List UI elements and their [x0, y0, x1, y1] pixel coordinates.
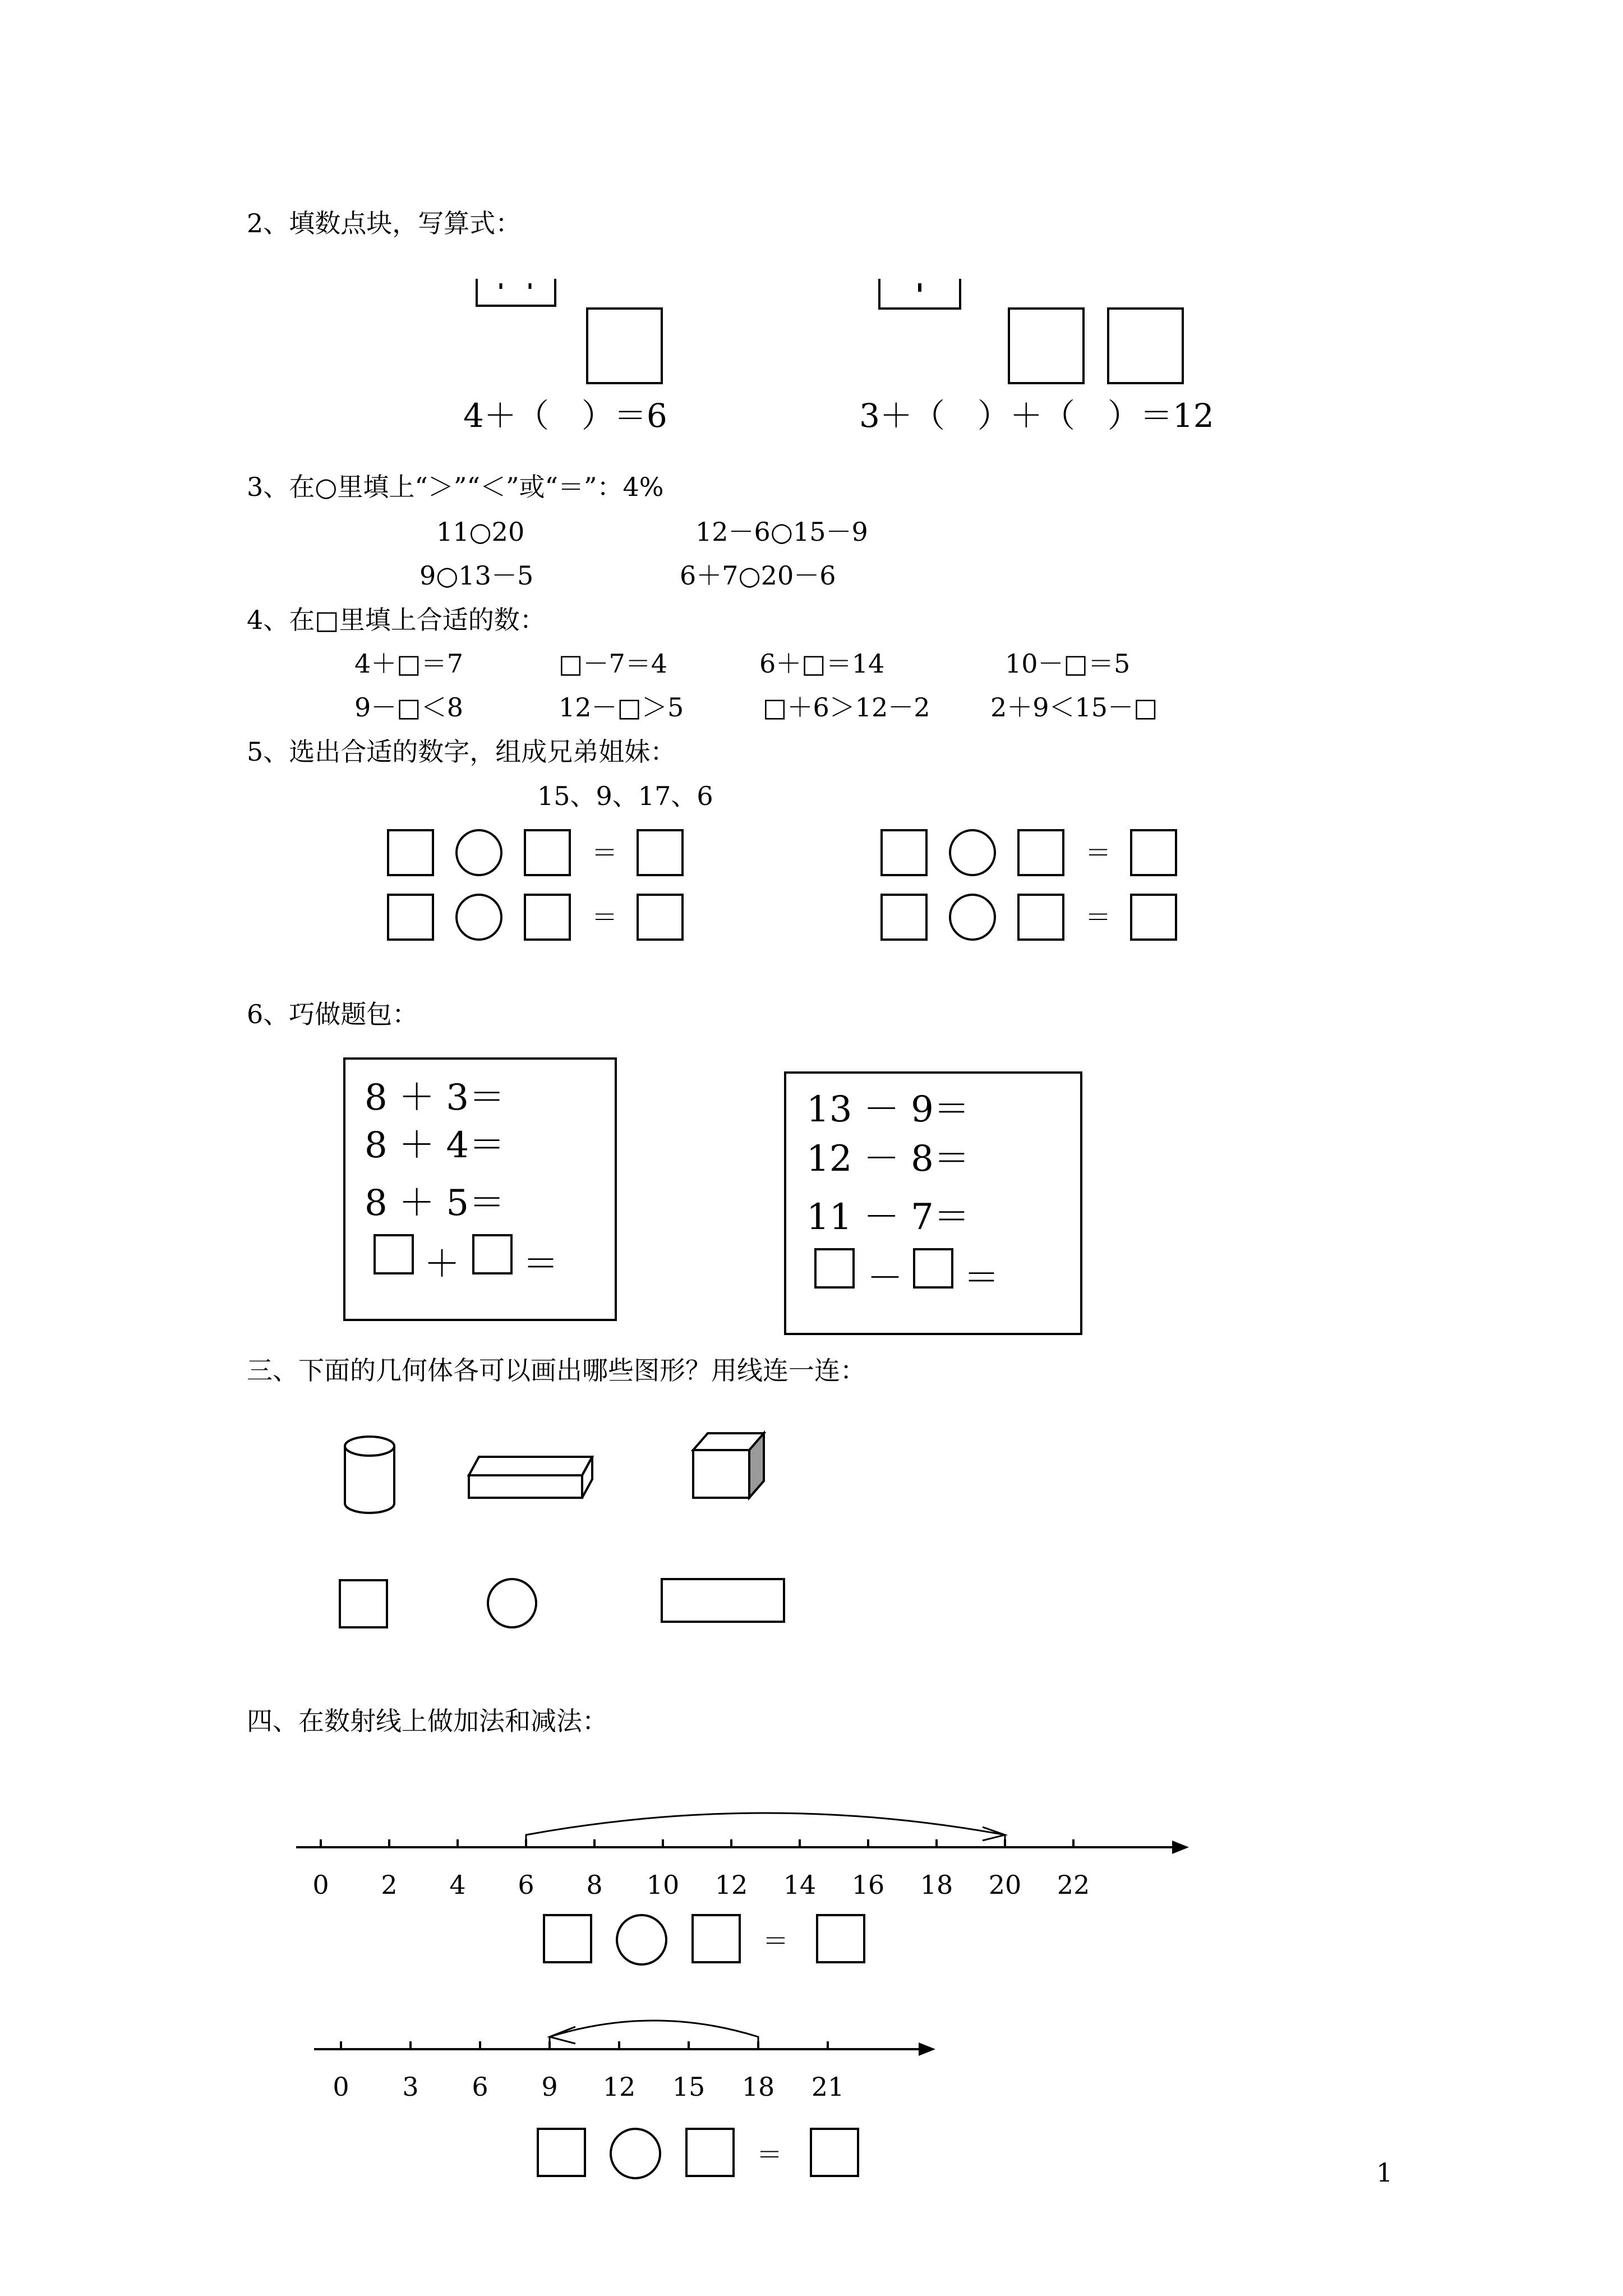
q5-heading: 5、选出合适的数字，组成兄弟姐妹：	[247, 737, 676, 767]
q6-right-minus: －	[867, 1258, 903, 1299]
q6-left-plus: ＋	[424, 1244, 460, 1285]
s3-heading: 三、下面的几何体各可以画出哪些图形？用线连一连：	[247, 1355, 866, 1386]
q6-left-line-2: 8 ＋ 4＝	[365, 1125, 505, 1166]
tick-label: 6	[518, 1870, 534, 1900]
s4-box[interactable]	[537, 2128, 586, 2177]
tick-label: 10	[646, 1870, 680, 1900]
tick-label: 16	[851, 1870, 885, 1900]
q6-left-line-1: 8 ＋ 3＝	[365, 1077, 505, 1119]
tick-label: 20	[988, 1870, 1022, 1900]
tick-label: 14	[783, 1870, 817, 1900]
q6-right-line-1: 13 － 9＝	[806, 1089, 970, 1130]
s4-equals: ＝	[763, 1926, 789, 1956]
q4-item-5: 9－□＜8	[354, 692, 463, 723]
tick-label: 18	[920, 1870, 953, 1900]
q4-item-2: □－7＝4	[559, 648, 667, 679]
tick-label: 8	[586, 1870, 603, 1900]
tick-label: 18	[741, 2072, 775, 2102]
q5-equals: ＝	[1085, 902, 1111, 932]
q6-right-line-2: 12 － 8＝	[806, 1138, 970, 1180]
tick-label: 15	[672, 2072, 706, 2102]
q5-equals: ＝	[1085, 838, 1111, 868]
jump-arrowhead	[550, 2027, 575, 2044]
jump-arc	[550, 2021, 758, 2049]
s4-operator-circle[interactable]	[610, 2128, 661, 2179]
s4-box[interactable]	[685, 2128, 735, 2177]
tick-label: 0	[333, 2072, 349, 2102]
tick-label: 6	[472, 2072, 488, 2102]
q3-item-1: 11○20	[436, 517, 525, 547]
q2-heading: 2、填数点块，写算式：	[247, 208, 522, 238]
q6-right-line-3: 11 － 7＝	[806, 1197, 970, 1238]
q4-heading: 4、在□里填上合适的数：	[247, 605, 546, 635]
axis-arrowhead	[919, 2042, 935, 2056]
tick-label: 4	[449, 1870, 466, 1900]
q5-equals: ＝	[592, 838, 617, 868]
s4-equals: ＝	[757, 2139, 782, 2170]
page-number: 1	[1376, 2157, 1393, 2188]
q6-right-eq: ＝	[963, 1258, 999, 1299]
q6-left-line-3: 8 ＋ 5＝	[365, 1182, 505, 1224]
q4-item-3: 6＋□＝14	[759, 648, 885, 679]
tick-label: 12	[714, 1870, 748, 1900]
tick-label: 2	[381, 1870, 398, 1900]
tick-label: 3	[402, 2072, 419, 2102]
q4-item-1: 4＋□＝7	[354, 648, 463, 679]
q5-numbers: 15、9、17、6	[537, 781, 713, 811]
tick-label: 12	[602, 2072, 636, 2102]
q2-expr-left: 4＋（ ）＝6	[463, 397, 667, 435]
q3-item-2: 12－6○15－9	[695, 517, 868, 547]
q4-item-4: 10－□＝5	[1005, 648, 1131, 679]
q6-left-eq: ＝	[523, 1244, 559, 1285]
s4-box[interactable]	[810, 2128, 859, 2177]
q6-heading: 6、巧做题包：	[247, 999, 418, 1029]
q2-expr-right: 3＋（ ）＋（ ）＝12	[859, 397, 1214, 435]
tick-label: 0	[312, 1870, 329, 1900]
tick-label: 22	[1057, 1870, 1090, 1900]
q4-item-6: 12－□＞5	[559, 692, 684, 723]
q4-item-8: 2＋9＜15－□	[990, 692, 1158, 723]
q3-heading: 3、在○里填上“＞”“＜”或“＝”：4%	[247, 472, 664, 502]
q4-item-7: □＋6＞12－2	[763, 692, 930, 723]
tick-label: 9	[541, 2072, 558, 2102]
q3-item-3: 9○13－5	[419, 560, 534, 591]
s4-heading: 四、在数射线上做加法和减法：	[247, 1706, 608, 1736]
q3-item-4: 6＋7○20－6	[680, 560, 836, 591]
tick-label: 21	[811, 2072, 845, 2102]
q5-equals: ＝	[592, 902, 617, 932]
